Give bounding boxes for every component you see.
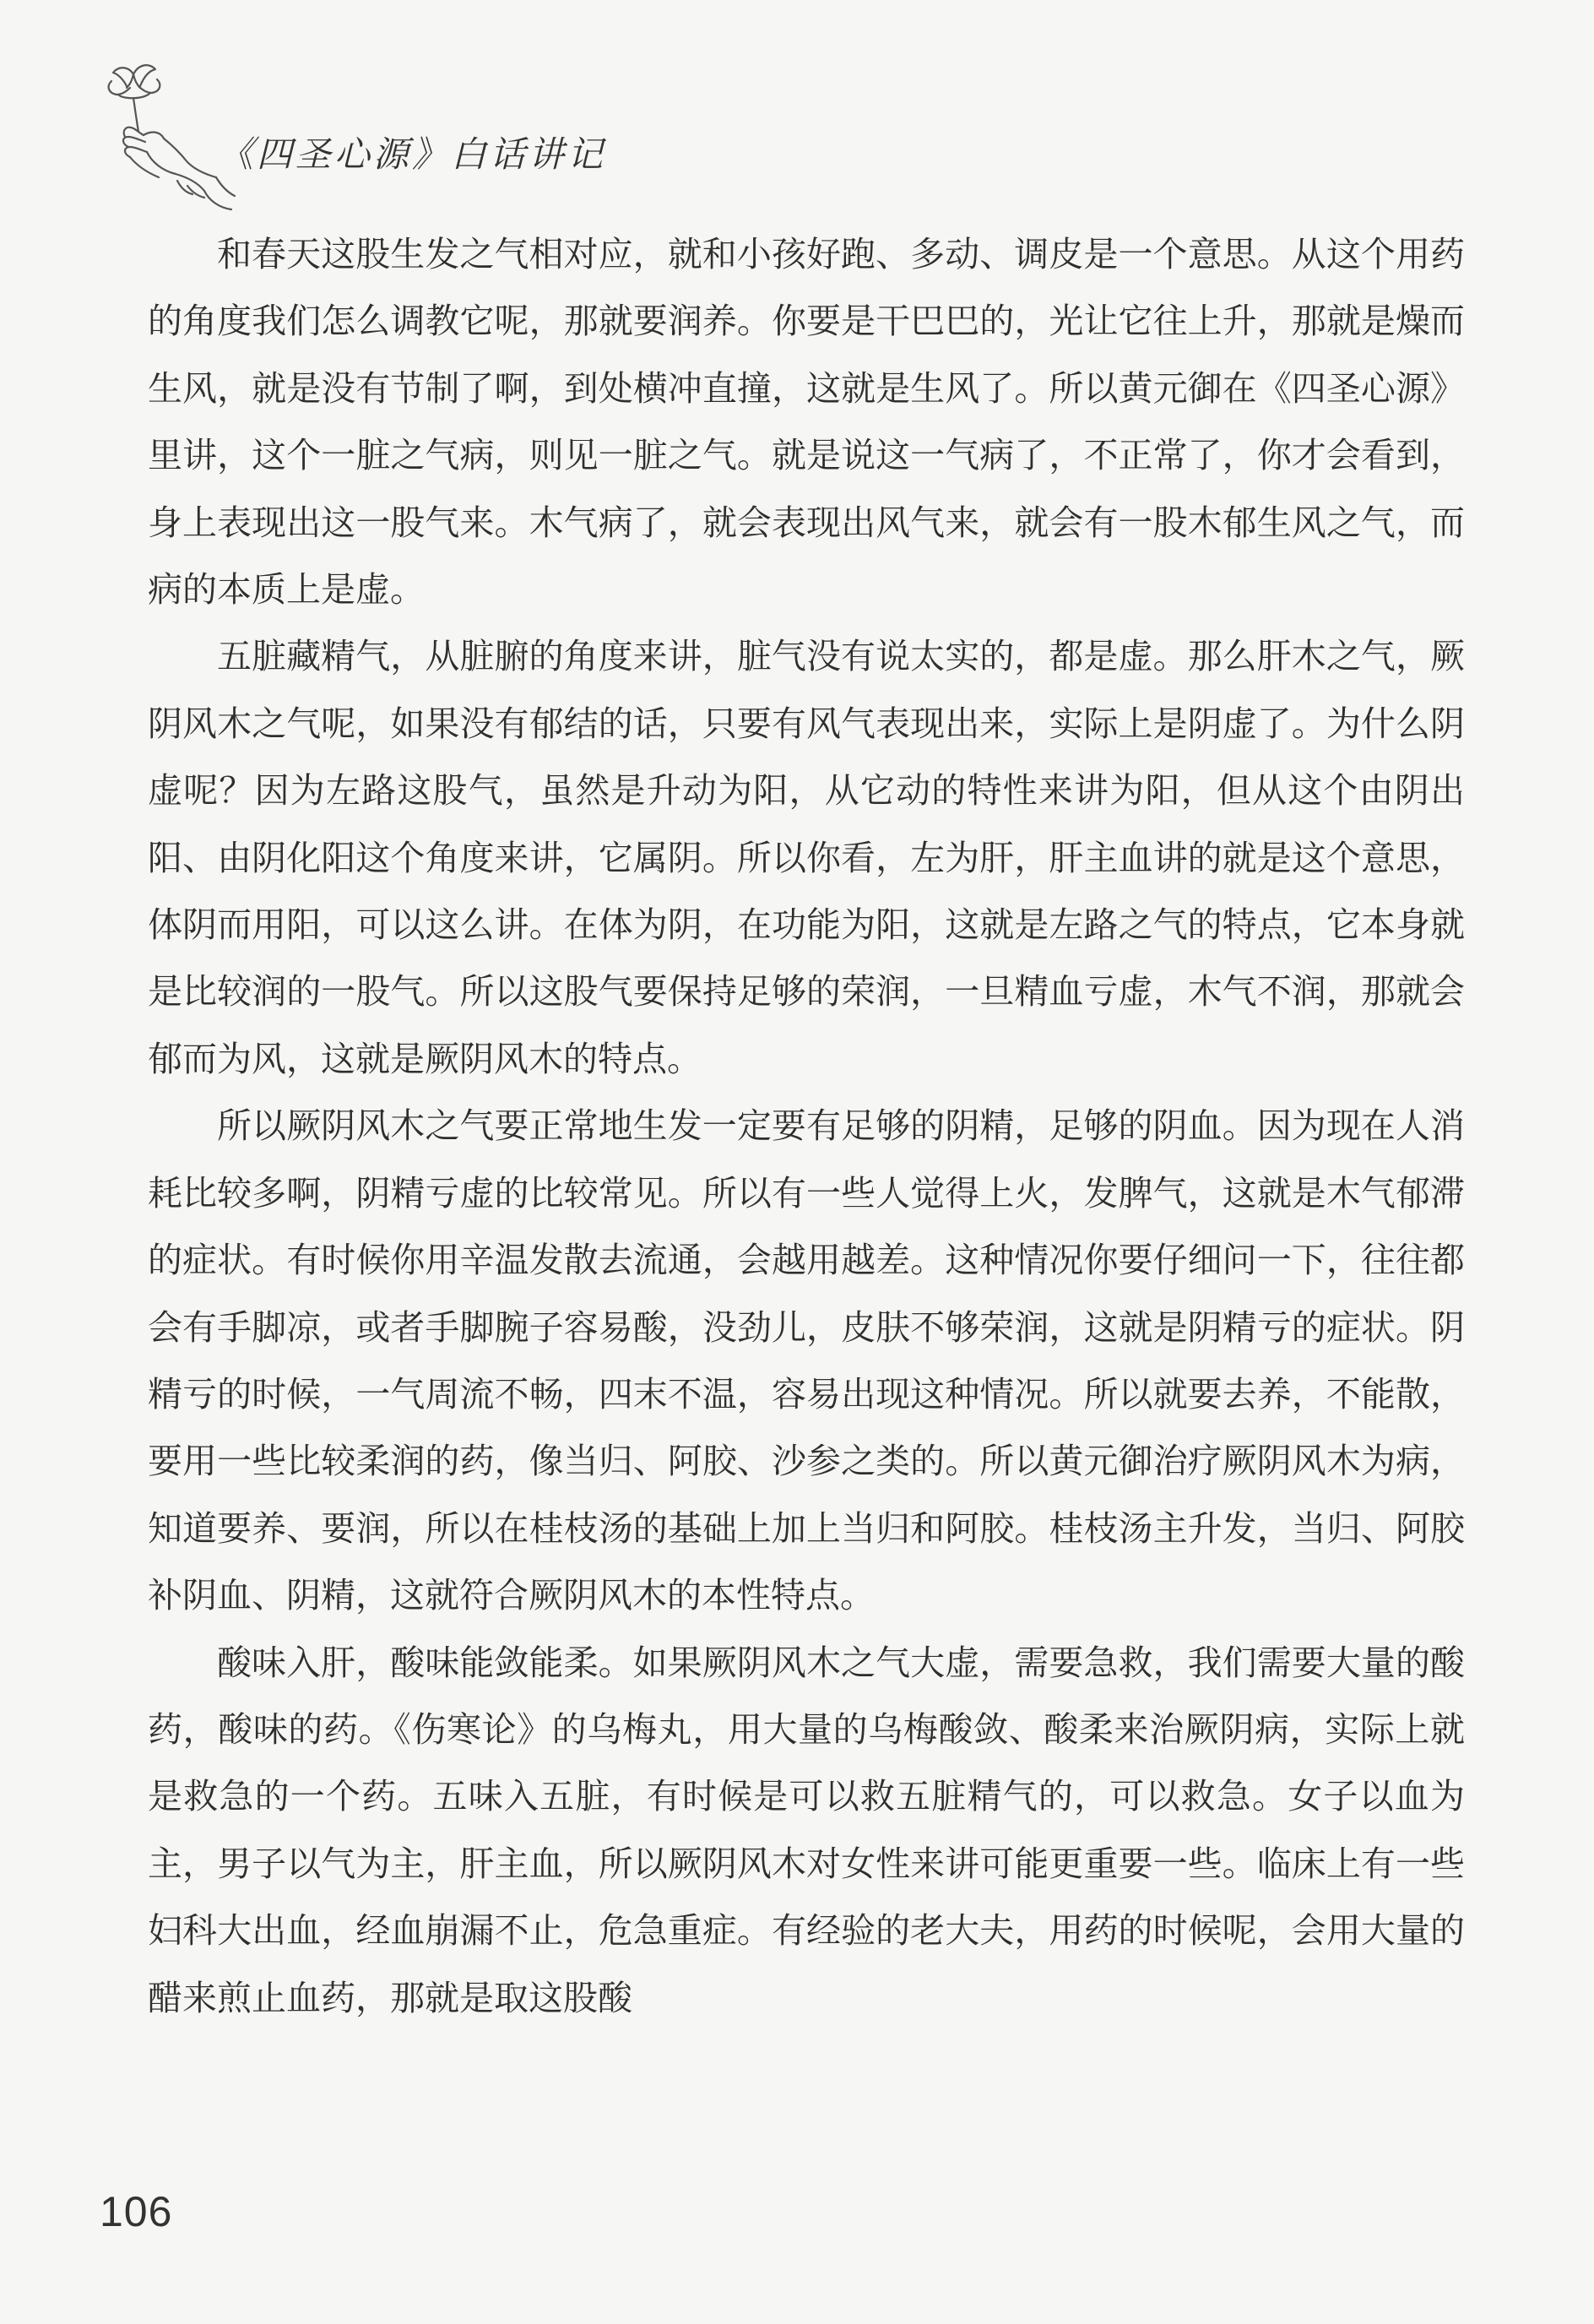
paragraph: 酸味入肝，酸味能敛能柔。如果厥阴风木之气大虚，需要急救，我们需要大量的酸药，酸味的药。《伤寒论》的乌梅丸，用大量的乌梅酸敛、酸柔来治厥阴病，实际上就是救急的一个药。五味入五脏，有时候是可以救五脏精气的，可以救急。女子以血为主，男子以气为主，肝主血，所以厥阴风木对女性来讲可能更重要一些。临床上有一些妇科大出血，经血崩漏不止，危急重症。有经验的老大夫，用药的时候呢，会用大量的醋来煎止血药，那就是取这股酸 [148,1642,1465,2018]
running-header [93,59,853,220]
body-text [148,221,1465,2032]
book-title: 《四圣心源》白话讲记 [218,133,607,175]
page-number: 106 [100,2188,173,2235]
paragraph: 和春天这股生发之气相对应，就和小孩好跑、多动、调皮是一个意思。从这个用药的角度我们怎么调教它呢，那就要润养。你要是干巴巴的，光让它往上升，那就是燥而生风，就是没有节制了啊，到处横冲直撞，这就是生风了。所以黄元御在《四圣心源》里讲，这个一脏之气病，则见一脏之气。就是说这一气病了，不正常了，你才会看到，身上表现出这一股气来。木气病了，就会表现出风气来，就会有一股木郁生风之气，而病的本质上是虚。 [148,234,1465,611]
lotus-hand-icon [93,59,236,220]
paragraph: 所以厥阴风木之气要正常地生发一定要有足够的阴精，足够的阴血。因为现在人消耗比较多啊，阴精亏虚的比较常见。所以有一些人觉得上火，发脾气，这就是木气郁滞的症状。有时候你用辛温发散去流通，会越用越差。这种情况你要仔细问一下，往往都会有手脚凉，或者手脚腕子容易酸，没劲儿，皮肤不够荣润，这就是阴精亏的症状。阴精亏的时候，一气周流不畅，四末不温，容易出现这种情况。所以就要去养，不能散，要用一些比较柔润的药，像当归、阿胶、沙参之类的。所以黄元御治疗厥阴风木为病，知道要养、要润，所以在桂枝汤的基础上加上当归和阿胶。桂枝汤主升发，当归、阿胶补阴血、阴精，这就符合厥阴风木的本性特点。 [148,1105,1465,1616]
paragraph: 五脏藏精气，从脏腑的角度来讲，脏气没有说太实的，都是虚。那么肝木之气，厥阴风木之气呢，如果没有郁结的话，只要有风气表现出来，实际上是阴虚了。为什么阴虚呢？因为左路这股气，虽然是升动为阳，从它动的特性来讲为阳，但从这个由阴出阳、由阴化阳这个角度来讲，它属阴。所以你看，左为肝，肝主血讲的就是这个意思，体阴而用阳，可以这么讲。在体为阴，在功能为阳，这就是左路之气的特点，它本身就是比较润的一股气。所以这股气要保持足够的荣润，一旦精血亏虚，木气不润，那就会郁而为风，这就是厥阴风木的特点。 [148,636,1465,1079]
